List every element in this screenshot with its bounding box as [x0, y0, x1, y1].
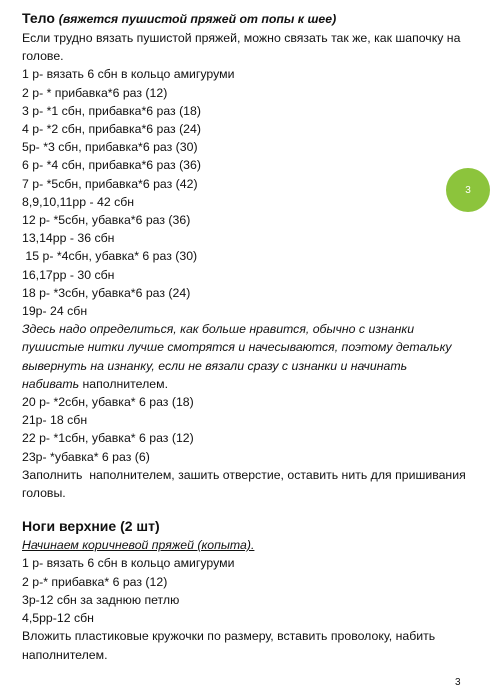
body-subtitle: (вяжется пушистой пряжей от попы к шее) — [58, 12, 337, 26]
legs-finish: Вложить пластиковые кружочки по размеру, вставить проволоку, набить наполнителем. — [22, 629, 439, 662]
pattern-row: 15 р- *4сбн, убавка* 6 раз (30) — [22, 249, 198, 264]
legs-start-note: Начинаем коричневой пряжей (копыта). — [22, 538, 255, 553]
pattern-row: 1 р- вязать 6 сбн в кольцо амигуруми — [22, 67, 235, 82]
pattern-row: 21р- 18 сбн — [22, 413, 88, 428]
pattern-row: 23р- *убавка* 6 раз (6) — [22, 449, 150, 464]
body-note-tail: наполнителем. — [79, 376, 168, 391]
pattern-row: 22 р- *1сбн, убавка* 6 раз (12) — [22, 431, 194, 446]
pattern-row: 3р-12 сбн за заднюю петлю — [22, 592, 180, 607]
body-note-italic: Здесь надо определиться, как больше нравится, обычно с изнанки пушистые нитки лучше смотрятся и начесываются, поэтому детальку вывернуть на изнанку, если не вязали сразу с изнанки и начинать набивать — [22, 322, 455, 391]
legs-rows — [22, 554, 467, 627]
body-rows-b — [22, 393, 467, 466]
body-finish: Заполнить наполнителем, зашить отверстие, оставить нить для пришивания головы. — [22, 467, 470, 501]
page-content — [22, 8, 470, 664]
body-note — [22, 320, 467, 393]
page-number: 3 — [455, 677, 461, 688]
pattern-row: 8,9,10,11рр - 42 сбн — [22, 194, 135, 209]
pattern-row: 2 р-* прибавка* 6 раз (12) — [22, 574, 168, 589]
legs-title: Ноги верхние (2 шт) — [22, 518, 160, 535]
pattern-row: 3 р- *1 сбн, прибавка*6 раз (18) — [22, 103, 201, 118]
pattern-row: 1 р- вязать 6 сбн в кольцо амигуруми — [22, 556, 235, 571]
pattern-row: 4 р- *2 сбн, прибавка*6 раз (24) — [22, 122, 201, 137]
pattern-row: 6 р- *4 сбн, прибавка*6 раз (36) — [22, 158, 201, 173]
pattern-row: 7 р- *5сбн, прибавка*6 раз (42) — [22, 176, 198, 191]
body-rows-a — [22, 65, 467, 320]
pattern-row: 20 р- *2сбн, убавка* 6 раз (18) — [22, 395, 194, 410]
pattern-row: 19р- 24 сбн — [22, 304, 88, 319]
pattern-row: 13,14рр - 36 сбн — [22, 231, 115, 246]
pattern-row: 4,5рр-12 сбн — [22, 611, 94, 626]
body-title: Тело — [22, 10, 55, 26]
pattern-row: 5р- *3 сбн, прибавка*6 раз (30) — [22, 140, 198, 155]
pattern-row: 16,17рр - 30 сбн — [22, 267, 115, 282]
page-side-badge: 3 — [446, 168, 490, 212]
section-title-body — [22, 8, 467, 29]
pattern-row: 12 р- *5сбн, убавка*6 раз (36) — [22, 213, 191, 228]
pattern-row: 2 р- * прибавка*6 раз (12) — [22, 85, 168, 100]
body-intro: Если трудно вязать пушистой пряжей, можно связать так же, как шапочку на голове. — [22, 31, 464, 64]
pattern-row: 18 р- *3сбн, убавка*6 раз (24) — [22, 285, 191, 300]
